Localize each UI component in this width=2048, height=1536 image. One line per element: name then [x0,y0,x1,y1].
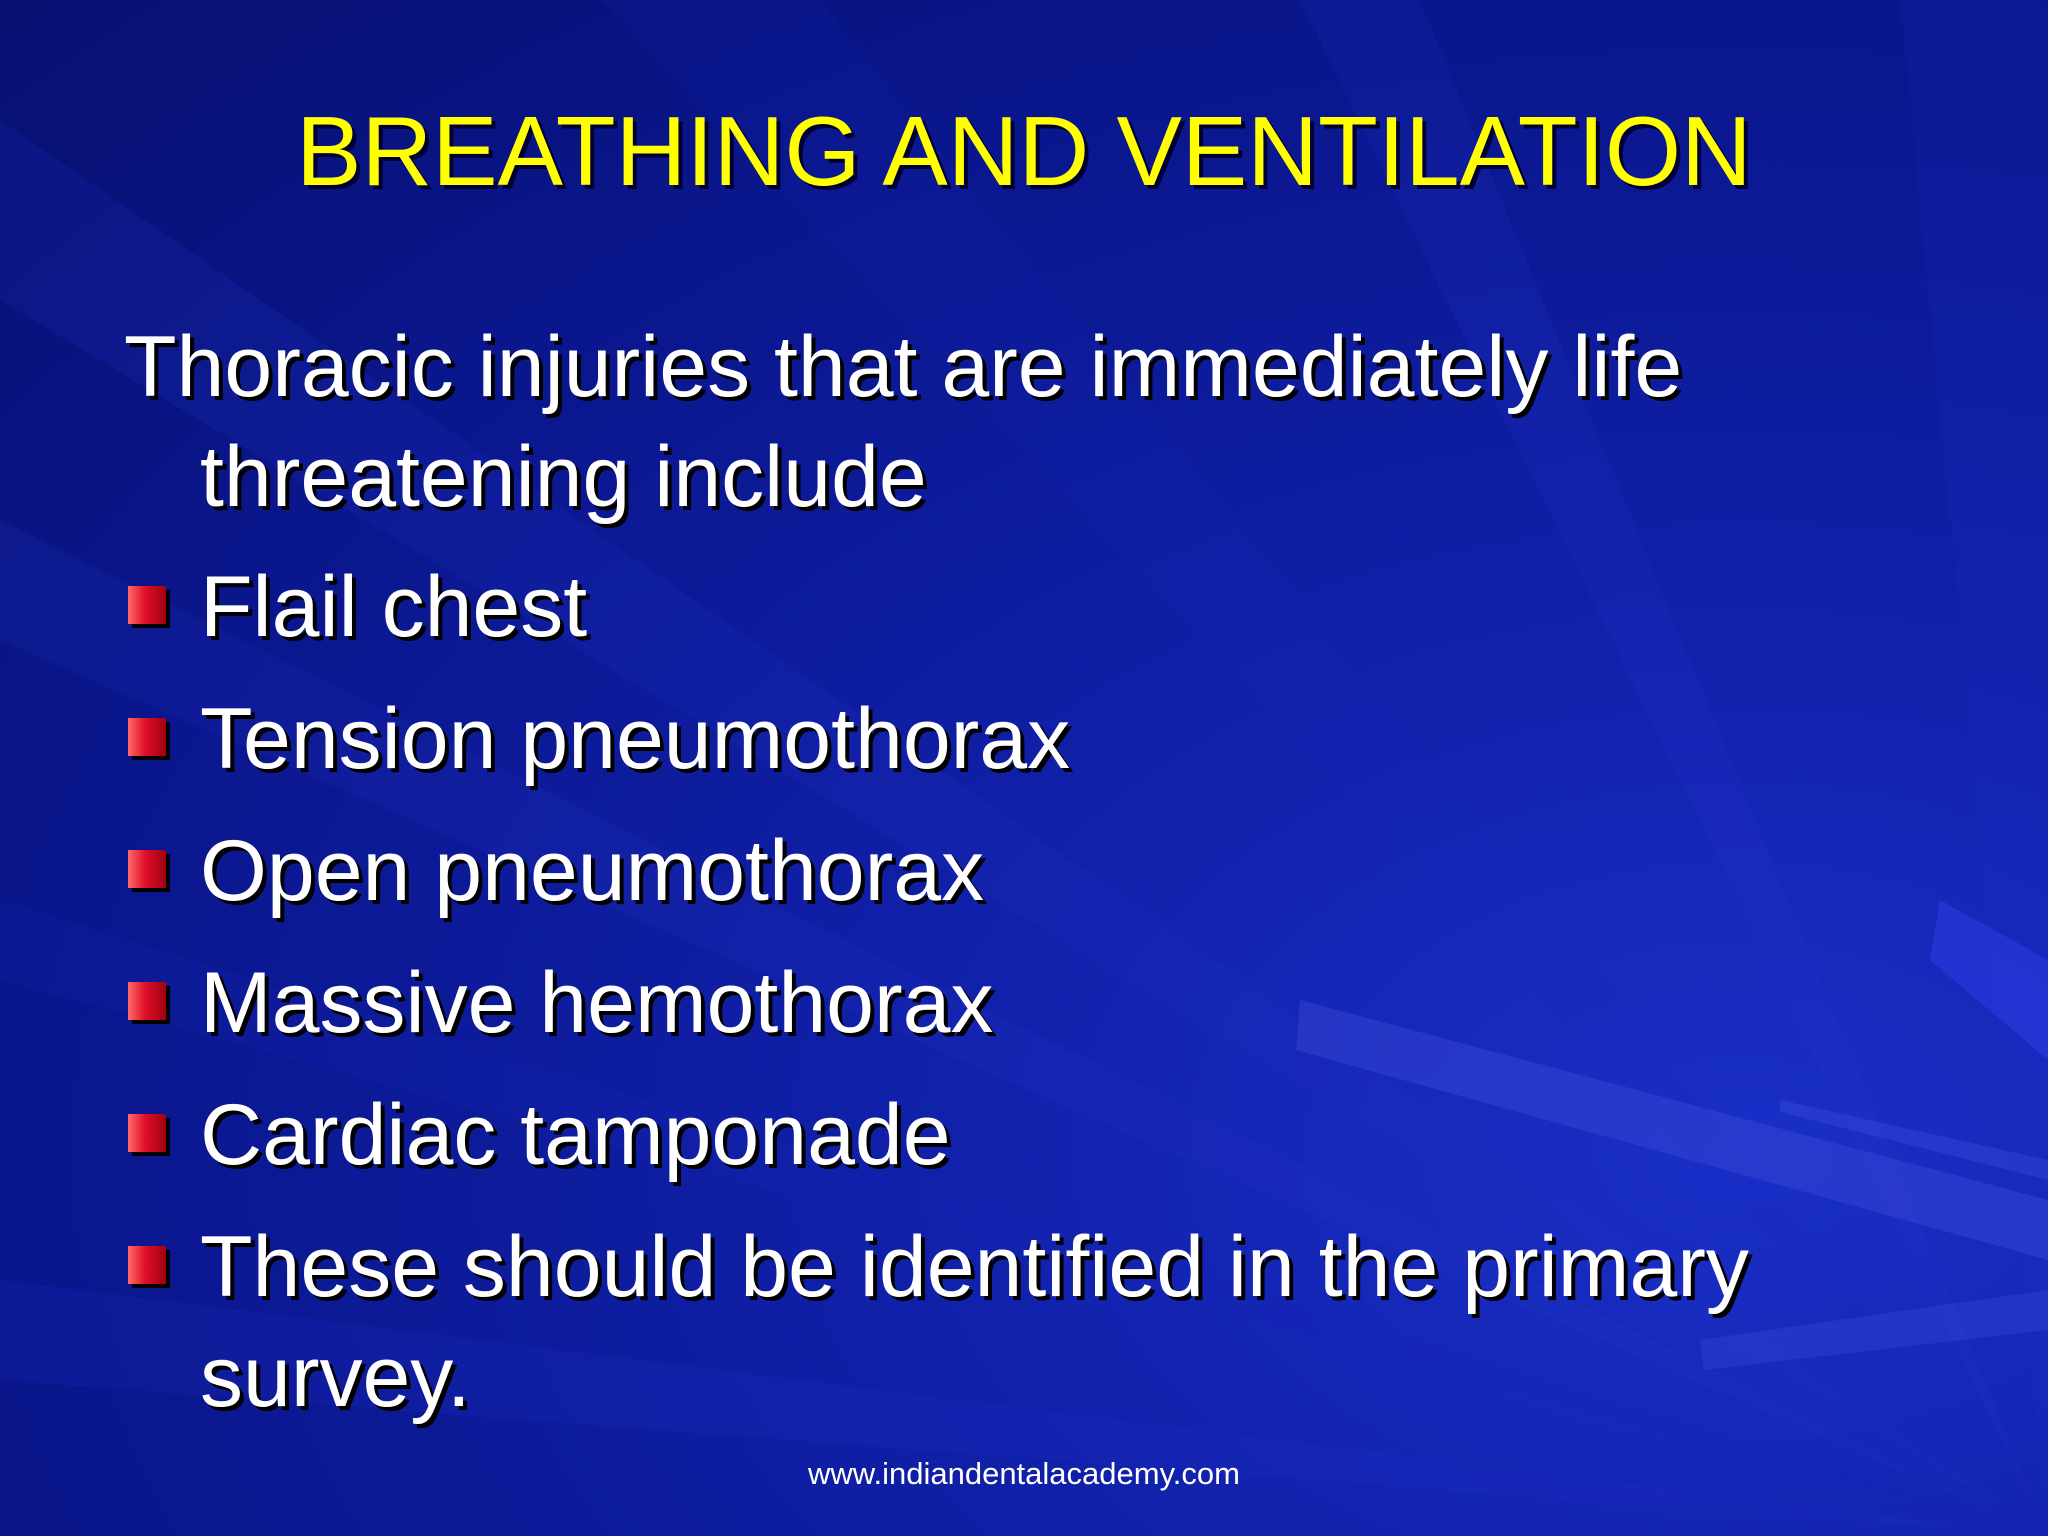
bullet-text: These should be identified in the primary survey. [200,1219,1749,1425]
bullet-item [124,552,1944,662]
square-bullet-icon [128,850,166,888]
bullet-item [124,1080,1944,1190]
bullet-item [124,816,1944,926]
footer-url: www.indiandentalacademy.com [808,1456,1240,1491]
square-bullet-icon [128,718,166,756]
slide-body [124,312,1944,1454]
slide-title: BREATHING AND VENTILATION [296,96,1752,206]
bullet-text: Tension pneumothorax [200,691,1071,787]
bullet-text: Flail chest [200,559,588,655]
bullet-text: Open pneumothorax [200,823,985,919]
bullet-item [124,684,1944,794]
square-bullet-icon [128,586,166,624]
bullet-item [124,1212,1944,1432]
square-bullet-icon [128,1114,166,1152]
bullet-text: Massive hemothorax [200,955,994,1051]
square-bullet-icon [128,1246,166,1284]
bullet-list [124,552,1944,1432]
bullet-item [124,948,1944,1058]
bullet-text: Cardiac tamponade [200,1087,951,1183]
intro-text: Thoracic injuries that are immediately life threatening include [124,319,1683,525]
square-bullet-icon [128,982,166,1020]
